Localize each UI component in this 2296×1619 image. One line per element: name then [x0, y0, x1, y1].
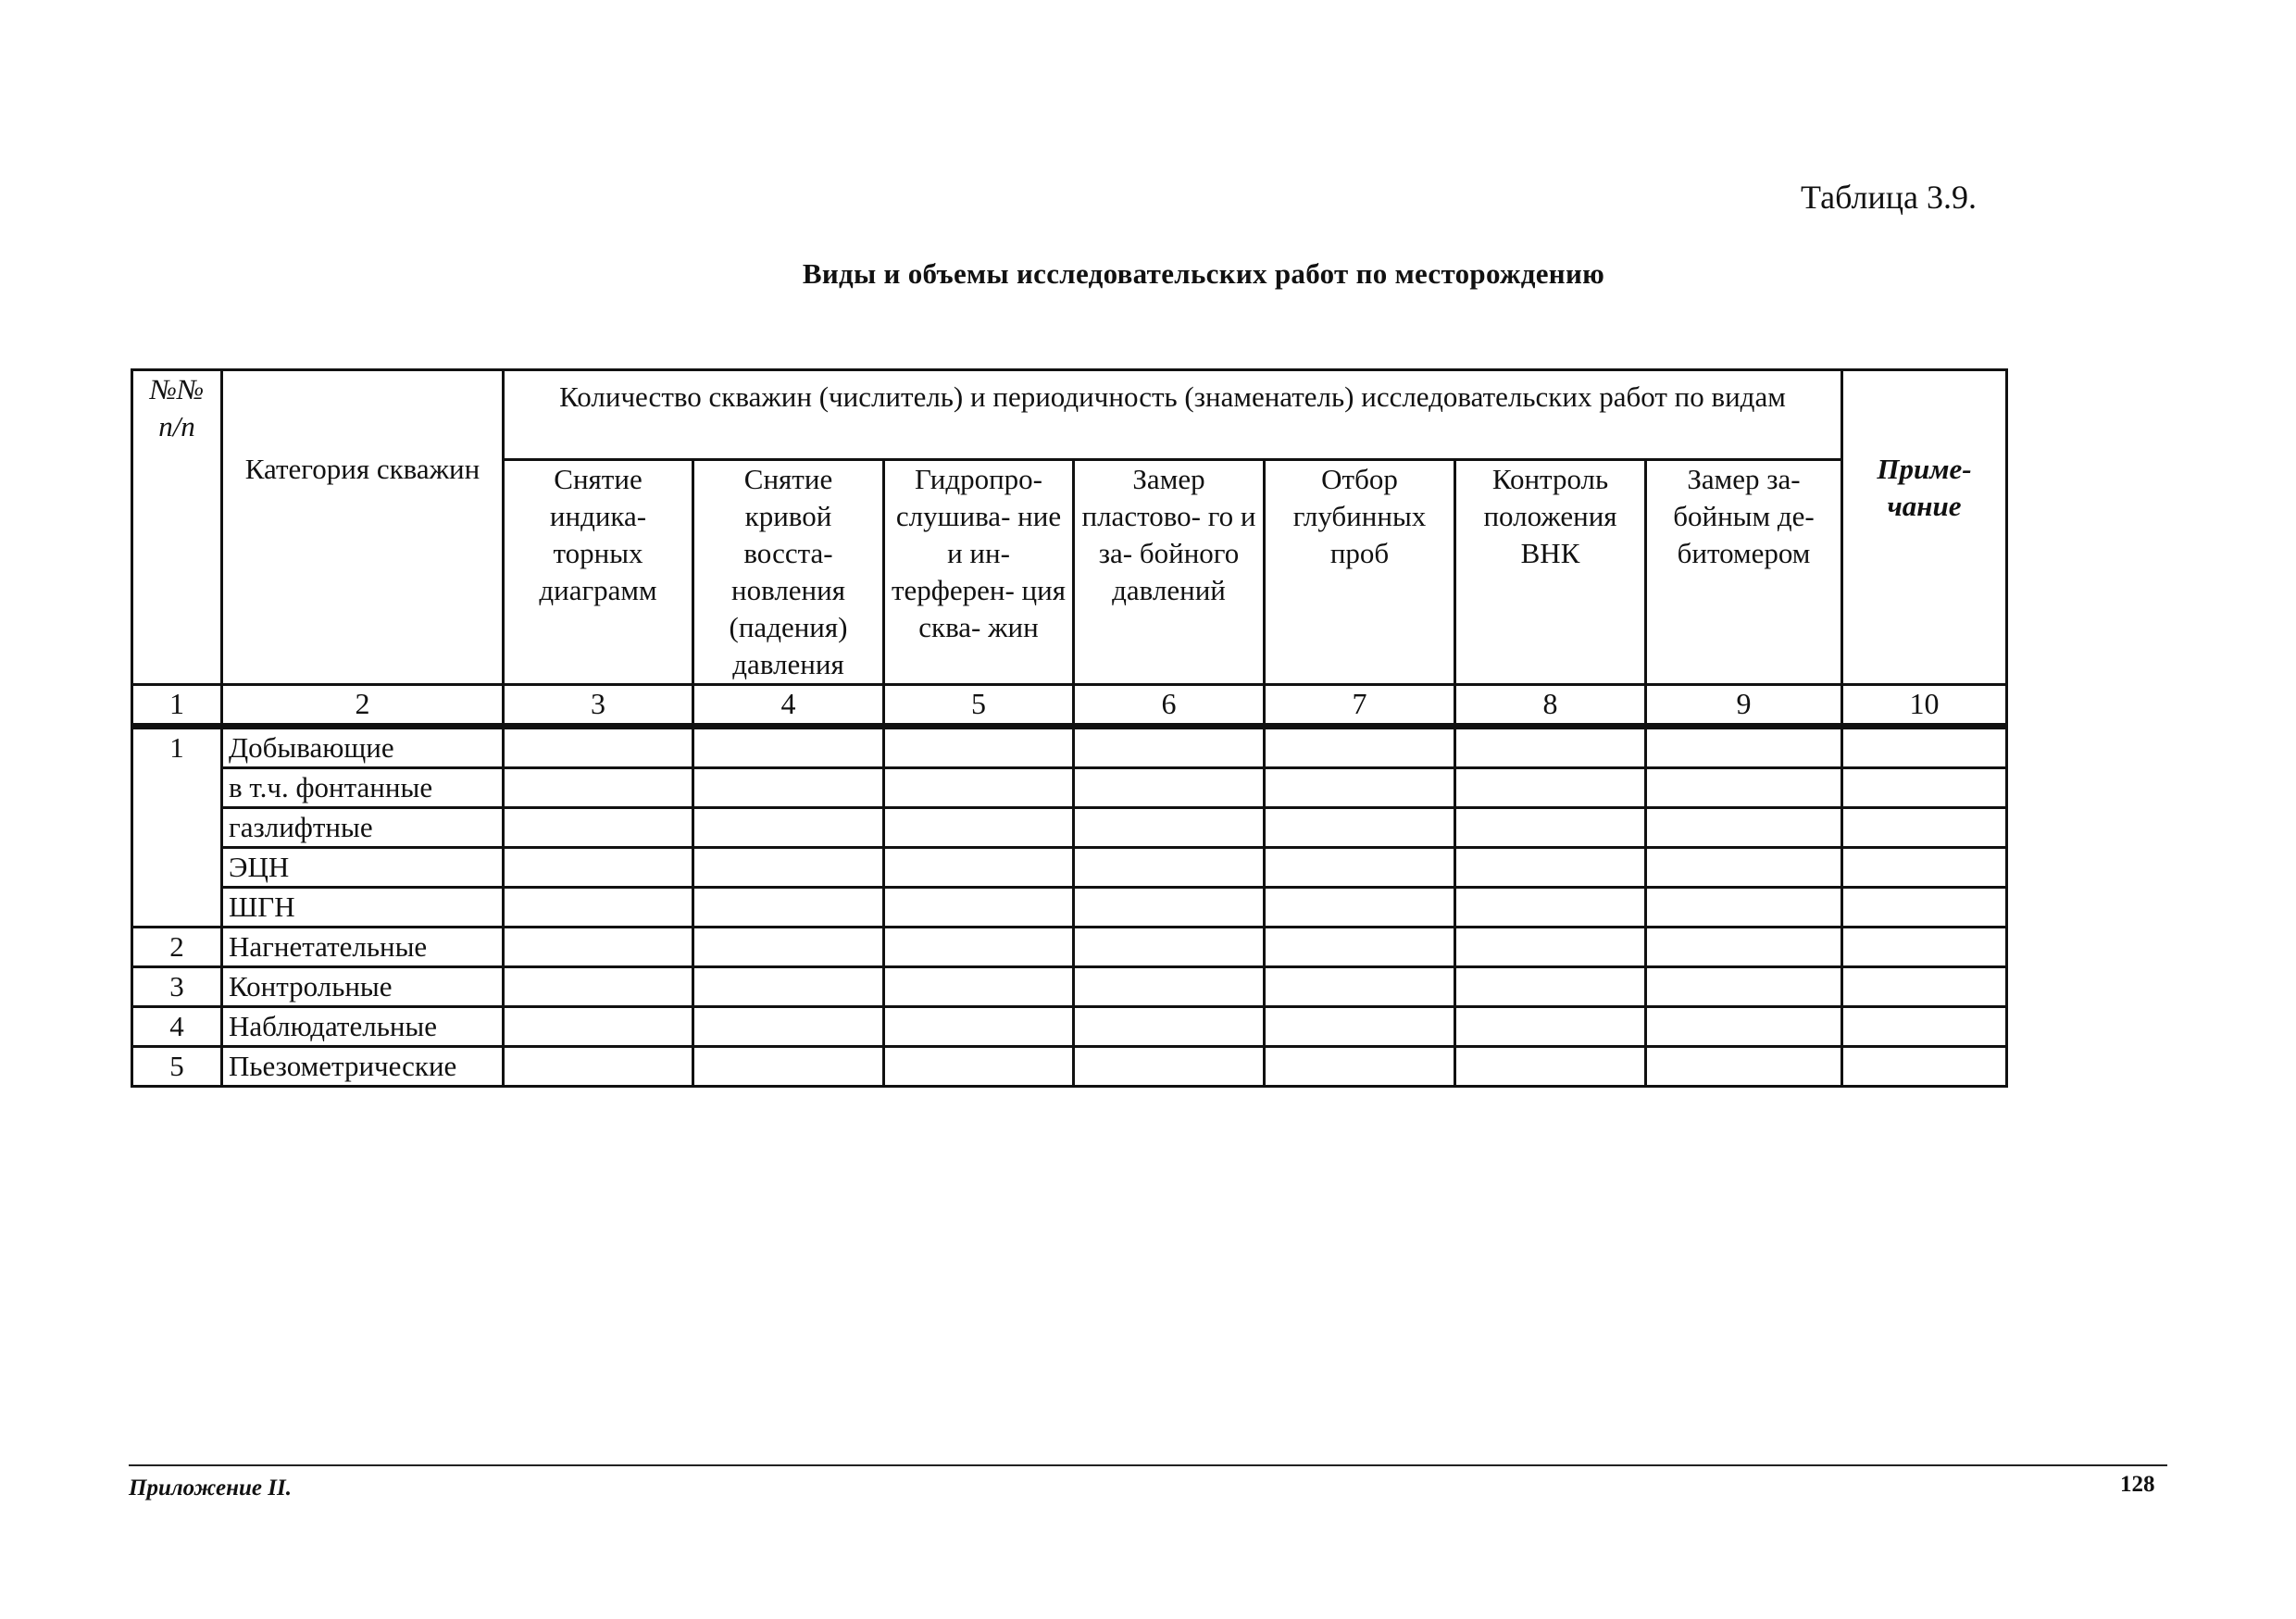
table-cell[interactable]	[1455, 808, 1646, 848]
column-number: 4	[693, 685, 884, 727]
row-number: 5	[132, 1047, 222, 1087]
table-cell[interactable]	[1074, 1007, 1265, 1047]
table-cell[interactable]	[1455, 1007, 1646, 1047]
table-cell[interactable]	[884, 768, 1074, 808]
table-cell[interactable]	[884, 888, 1074, 928]
row-category: в т.ч. фонтанные	[222, 768, 504, 808]
table-row	[132, 727, 2007, 768]
page-number: 128	[2120, 1472, 2155, 1497]
header-group: Количество скважин (числитель) и периодичность (знаменатель) исследовательских работ по видам	[504, 370, 1842, 460]
table-cell[interactable]	[1455, 727, 1646, 768]
table-cell[interactable]	[1265, 768, 1455, 808]
table-cell[interactable]	[1455, 928, 1646, 967]
table-cell[interactable]	[504, 768, 693, 808]
table-cell[interactable]	[504, 848, 693, 888]
table-cell[interactable]	[1646, 808, 1842, 848]
table-cell[interactable]	[1074, 808, 1265, 848]
row-category: ЭЦН	[222, 848, 504, 888]
table-cell[interactable]	[693, 727, 884, 768]
header-sub-2: Снятие кривой восста- новления (падения) давления	[693, 460, 884, 685]
table-cell[interactable]	[1455, 768, 1646, 808]
header-sub-6: Контроль положения ВНК	[1455, 460, 1646, 685]
table-cell[interactable]	[1646, 848, 1842, 888]
row-number: 3	[132, 967, 222, 1007]
table-cell[interactable]	[1842, 768, 2007, 808]
column-number: 8	[1455, 685, 1646, 727]
table-cell[interactable]	[884, 967, 1074, 1007]
row-number: 2	[132, 928, 222, 967]
table-cell[interactable]	[1646, 928, 1842, 967]
table-cell[interactable]	[884, 928, 1074, 967]
table-cell[interactable]	[884, 1047, 1074, 1087]
column-number: 2	[222, 685, 504, 727]
table-cell[interactable]	[1842, 928, 2007, 967]
column-number: 9	[1646, 685, 1842, 727]
table-cell[interactable]	[884, 1007, 1074, 1047]
table-cell[interactable]	[693, 928, 884, 967]
row-category: Пьезометрические	[222, 1047, 504, 1087]
header-sub-5: Отбор глубинных проб	[1265, 460, 1455, 685]
table-cell[interactable]	[1842, 1047, 2007, 1087]
table-cell[interactable]	[1265, 967, 1455, 1007]
table-cell[interactable]	[884, 848, 1074, 888]
row-category: ШГН	[222, 888, 504, 928]
header-category: Категория скважин	[222, 370, 504, 685]
table-cell[interactable]	[1074, 727, 1265, 768]
column-number: 3	[504, 685, 693, 727]
table-cell[interactable]	[1842, 727, 2007, 768]
table-cell[interactable]	[1265, 1047, 1455, 1087]
table-cell[interactable]	[693, 768, 884, 808]
column-number: 6	[1074, 685, 1265, 727]
table-cell[interactable]	[1074, 928, 1265, 967]
table-cell[interactable]	[1455, 967, 1646, 1007]
row-number: 1	[132, 727, 222, 928]
table-cell[interactable]	[1842, 967, 2007, 1007]
table-cell[interactable]	[693, 848, 884, 888]
column-number-row	[132, 685, 2007, 727]
table-cell[interactable]	[1842, 808, 2007, 848]
footer-appendix-label: Приложение II.	[129, 1476, 292, 1501]
header-sub-4: Замер пластово- го и за- бойного давлений	[1074, 460, 1265, 685]
column-number: 7	[1265, 685, 1455, 727]
table-cell[interactable]	[1842, 1007, 2007, 1047]
table-row	[132, 808, 2007, 848]
table-row	[132, 1047, 2007, 1087]
table-cell[interactable]	[1646, 1047, 1842, 1087]
table-cell[interactable]	[1074, 768, 1265, 808]
table-cell[interactable]	[1842, 848, 2007, 888]
row-category: Наблюдательные	[222, 1007, 504, 1047]
table-row	[132, 888, 2007, 928]
table-cell[interactable]	[1074, 967, 1265, 1007]
table-row	[132, 848, 2007, 888]
row-category: Добывающие	[222, 727, 504, 768]
footer-divider	[129, 1464, 2167, 1466]
header-note: Приме- чание	[1842, 370, 2007, 685]
table-cell[interactable]	[504, 808, 693, 848]
table-cell[interactable]	[1265, 727, 1455, 768]
table-cell[interactable]	[1265, 808, 1455, 848]
table-cell[interactable]	[693, 967, 884, 1007]
table-cell[interactable]	[504, 727, 693, 768]
document-title: Виды и объемы исследовательских работ по месторождению	[802, 257, 1605, 290]
table-cell[interactable]	[504, 1047, 693, 1087]
table-cell[interactable]	[693, 808, 884, 848]
table-cell[interactable]	[1265, 1007, 1455, 1047]
table-cell[interactable]	[1455, 1047, 1646, 1087]
table-row	[132, 967, 2007, 1007]
table-cell[interactable]	[1265, 848, 1455, 888]
row-category: Нагнетательные	[222, 928, 504, 967]
row-category: Контрольные	[222, 967, 504, 1007]
row-number: 4	[132, 1007, 222, 1047]
table-cell[interactable]	[884, 808, 1074, 848]
table-cell[interactable]	[1646, 888, 1842, 928]
column-number: 1	[132, 685, 222, 727]
table-cell[interactable]	[504, 1007, 693, 1047]
header-num: №№ п/п	[132, 370, 222, 685]
header-sub-3: Гидропро- слушива- ние и ин- терферен- ция сква- жин	[884, 460, 1074, 685]
table-cell[interactable]	[693, 888, 884, 928]
table-cell[interactable]	[1646, 967, 1842, 1007]
header-sub-1: Снятие индика- торных диаграмм	[504, 460, 693, 685]
table-cell[interactable]	[504, 928, 693, 967]
table-cell[interactable]	[1074, 848, 1265, 888]
column-number: 10	[1842, 685, 2007, 727]
research-works-table	[131, 368, 2008, 1088]
table-cell[interactable]	[504, 967, 693, 1007]
table-row	[132, 768, 2007, 808]
table-cell[interactable]	[693, 1047, 884, 1087]
table-cell[interactable]	[1646, 1007, 1842, 1047]
row-category: газлифтные	[222, 808, 504, 848]
table-cell[interactable]	[1074, 888, 1265, 928]
table-cell[interactable]	[1842, 888, 2007, 928]
table-row	[132, 1007, 2007, 1047]
table-cell[interactable]	[1074, 1047, 1265, 1087]
table-cell[interactable]	[1646, 768, 1842, 808]
table-row	[132, 928, 2007, 967]
table-cell[interactable]	[1265, 928, 1455, 967]
header-sub-7: Замер за- бойным де- битомером	[1646, 460, 1842, 685]
table-cell[interactable]	[1455, 888, 1646, 928]
table-cell[interactable]	[693, 1007, 884, 1047]
table-cell[interactable]	[504, 888, 693, 928]
table-cell[interactable]	[884, 727, 1074, 768]
header-row-1	[132, 370, 2007, 460]
table-cell[interactable]	[1646, 727, 1842, 768]
table-cell[interactable]	[1455, 848, 1646, 888]
table-number: Таблица 3.9.	[1801, 179, 1977, 216]
column-number: 5	[884, 685, 1074, 727]
table-cell[interactable]	[1265, 888, 1455, 928]
